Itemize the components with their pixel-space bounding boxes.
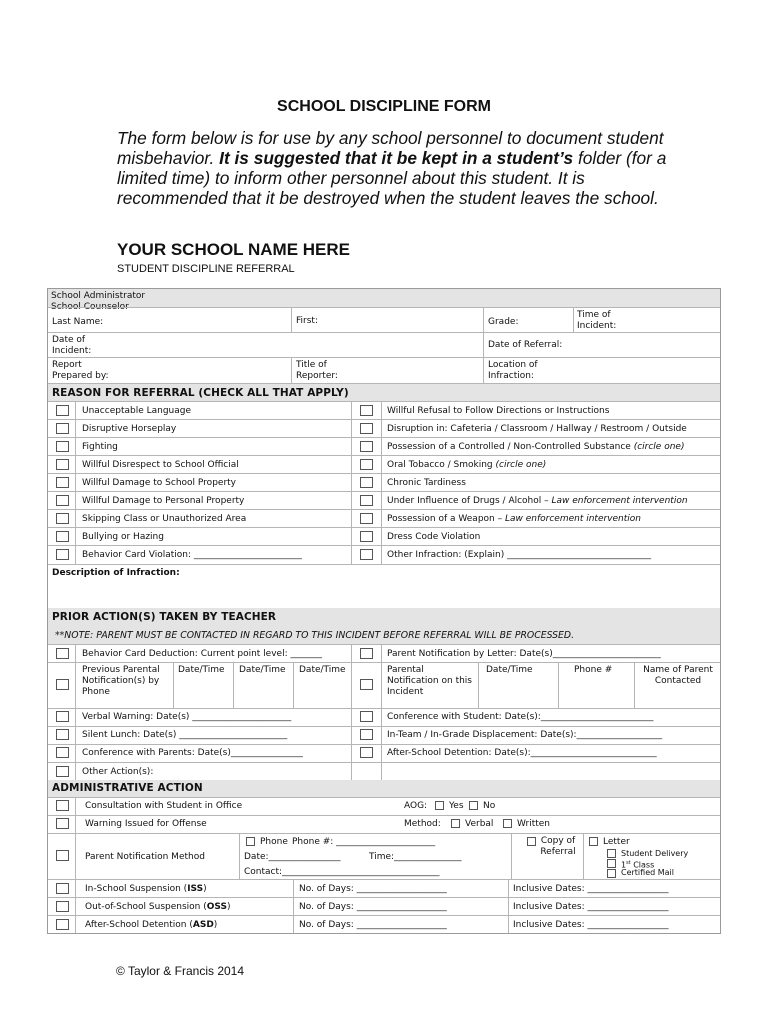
intro-text-1: The form below is for use by any school personnel to document student misbehavior. bbox=[117, 128, 664, 168]
consultation-label: Consultation with Student in Office bbox=[85, 801, 243, 811]
referral-form bbox=[47, 288, 721, 934]
school-administrator-label: School Administrator School Counselor bbox=[51, 291, 146, 312]
parent-incident-checkbox[interactable] bbox=[360, 679, 373, 690]
tardiness-checkbox[interactable] bbox=[360, 477, 373, 488]
page-title: SCHOOL DISCIPLINE FORM bbox=[277, 98, 491, 115]
intro-text-3: folder (for a limited time) to inform other personnel about this student. It is recommended that it be destroyed when the student leaves the school. bbox=[117, 148, 667, 208]
asd-dates-field[interactable]: Inclusive Dates: __________________ bbox=[513, 920, 669, 930]
method-written-label: Written bbox=[517, 819, 550, 829]
disrespect-checkbox[interactable] bbox=[56, 459, 69, 470]
letter-label: Letter bbox=[603, 837, 630, 847]
aog-no-label: No bbox=[483, 801, 496, 811]
conf-student-label: Conference with Student: Date(s):_________________________ bbox=[387, 712, 654, 722]
copy-referral-checkbox[interactable] bbox=[527, 837, 536, 846]
date-of-referral-label: Date of Referral: bbox=[488, 340, 563, 350]
letter-checkbox[interactable] bbox=[589, 837, 598, 846]
time-field[interactable]: Time:_______________ bbox=[369, 852, 462, 862]
iss-days-field[interactable]: No. of Days: ____________________ bbox=[299, 884, 447, 894]
other-infraction-checkbox[interactable] bbox=[360, 549, 373, 560]
copy-referral-label: Copy of Referral bbox=[540, 836, 576, 857]
after-school-label: After-School Detention: Date(s):____________________________ bbox=[387, 748, 657, 758]
card-deduction-label: Behavior Card Deduction: Current point level: _______ bbox=[82, 649, 322, 659]
form-subtitle: STUDENT DISCIPLINE REFERRAL bbox=[117, 263, 295, 275]
iss-checkbox[interactable] bbox=[56, 883, 69, 894]
date-time-header: Date/Time bbox=[239, 665, 286, 675]
method-written-checkbox[interactable] bbox=[503, 819, 512, 828]
weapon-checkbox[interactable] bbox=[360, 513, 373, 524]
iss-dates-field[interactable]: Inclusive Dates: __________________ bbox=[513, 884, 669, 894]
student-delivery-checkbox[interactable] bbox=[607, 849, 616, 858]
personal-property-checkbox[interactable] bbox=[56, 495, 69, 506]
date-time-header: Date/Time bbox=[486, 665, 533, 675]
iss-label: In-School Suspension (ISS) bbox=[85, 884, 207, 894]
phone-checkbox[interactable] bbox=[246, 837, 255, 846]
conf-parents-label: Conference with Parents: Date(s)________________ bbox=[82, 748, 303, 758]
contact-field[interactable]: Contact:___________________________________ bbox=[244, 867, 440, 877]
aog-no-checkbox[interactable] bbox=[469, 801, 478, 810]
admin-band bbox=[48, 289, 720, 312]
oss-dates-field[interactable]: Inclusive Dates: __________________ bbox=[513, 902, 669, 912]
date-time-header: Date/Time bbox=[299, 665, 346, 675]
date-field[interactable]: Date:________________ bbox=[244, 852, 341, 862]
oss-days-field[interactable]: No. of Days: ____________________ bbox=[299, 902, 447, 912]
unacceptable-language-checkbox[interactable] bbox=[56, 405, 69, 416]
other-action-label: Other Action(s): bbox=[82, 767, 154, 777]
time-of-incident-label: Time of Incident: bbox=[577, 310, 617, 331]
date-of-incident-label: Date of Incident: bbox=[52, 335, 92, 356]
disruptive-horseplay-checkbox[interactable] bbox=[56, 423, 69, 434]
parent-contact-note: **NOTE: PARENT MUST BE CONTACTED IN REGARD TO THIS INCIDENT BEFORE REFERRAL WILL BE PROCESSED. bbox=[55, 630, 575, 641]
conf-parents-checkbox[interactable] bbox=[56, 747, 69, 758]
aog-label: AOG: bbox=[404, 801, 428, 811]
admin-action-heading: ADMINISTRATIVE ACTION bbox=[52, 782, 203, 794]
prev-phone-label: Previous Parental Notification(s) by Phone bbox=[82, 665, 160, 697]
reason-item: Fighting bbox=[82, 442, 118, 452]
in-team-label: In-Team / In-Grade Displacement: Date(s):___________________ bbox=[387, 730, 663, 740]
card-deduction-checkbox[interactable] bbox=[56, 648, 69, 659]
asd-checkbox[interactable] bbox=[56, 919, 69, 930]
refusal-checkbox[interactable] bbox=[360, 405, 373, 416]
reason-item: Willful Disrespect to School Official bbox=[82, 460, 239, 470]
first-name-label: First: bbox=[296, 316, 318, 326]
dress-code-checkbox[interactable] bbox=[360, 531, 373, 542]
first-class-label: 1st Class bbox=[621, 860, 655, 870]
tobacco-checkbox[interactable] bbox=[360, 459, 373, 470]
method-label: Method: bbox=[404, 819, 441, 829]
reason-item: Disruption in: Cafeteria / Classroom / Hallway / Restroom / Outside bbox=[387, 424, 687, 434]
intro-paragraph bbox=[117, 128, 677, 208]
silent-lunch-label: Silent Lunch: Date(s) ________________________ bbox=[82, 730, 288, 740]
substance-checkbox[interactable] bbox=[360, 441, 373, 452]
reason-item: Dress Code Violation bbox=[387, 532, 481, 542]
in-team-checkbox[interactable] bbox=[360, 729, 373, 740]
skipping-class-checkbox[interactable] bbox=[56, 513, 69, 524]
reason-item: Chronic Tardiness bbox=[387, 478, 466, 488]
grade-label: Grade: bbox=[488, 317, 519, 327]
asd-label: After-School Detention (ASD) bbox=[85, 920, 218, 930]
school-name: YOUR SCHOOL NAME HERE bbox=[117, 240, 350, 259]
name-of-parent-header: Name of Parent Contacted bbox=[643, 665, 713, 686]
reason-item: Possession of a Weapon – Law enforcement intervention bbox=[387, 514, 641, 524]
behavior-card-checkbox[interactable] bbox=[56, 549, 69, 560]
oss-checkbox[interactable] bbox=[56, 901, 69, 912]
fighting-checkbox[interactable] bbox=[56, 441, 69, 452]
after-school-checkbox[interactable] bbox=[360, 747, 373, 758]
reason-item: Possession of a Controlled / Non-Controlled Substance (circle one) bbox=[387, 442, 685, 452]
reason-item: Disruptive Horseplay bbox=[82, 424, 177, 434]
parent-letter-checkbox[interactable] bbox=[360, 648, 373, 659]
copyright-footer: © Taylor & Francis 2014 bbox=[116, 964, 245, 978]
other-action-checkbox[interactable] bbox=[56, 766, 69, 777]
location-of-infraction-label: Location of Infraction: bbox=[488, 360, 538, 381]
prev-phone-checkbox[interactable] bbox=[56, 679, 69, 690]
title-of-reporter-label: Title of Reporter: bbox=[296, 360, 338, 381]
date-time-header: Date/Time bbox=[178, 665, 225, 675]
phone-label: Phone bbox=[260, 837, 288, 847]
oss-label: Out-of-School Suspension (OSS) bbox=[85, 902, 231, 912]
parent-method-label: Parent Notification Method bbox=[85, 852, 205, 862]
aog-yes-label: Yes bbox=[449, 801, 464, 811]
reason-item: Willful Refusal to Follow Directions or Instructions bbox=[387, 406, 610, 416]
consultation-checkbox[interactable] bbox=[56, 800, 69, 811]
asd-days-field[interactable]: No. of Days: ____________________ bbox=[299, 920, 447, 930]
report-prepared-by-label: Report Prepared by: bbox=[52, 360, 109, 381]
intro-text-2: It is suggested that it be kept in a student’s bbox=[219, 148, 574, 168]
aog-yes-checkbox[interactable] bbox=[435, 801, 444, 810]
verbal-warning-label: Verbal Warning: Date(s) ______________________ bbox=[82, 712, 292, 722]
bullying-checkbox[interactable] bbox=[56, 531, 69, 542]
last-name-label: Last Name: bbox=[52, 317, 104, 327]
reason-item: Bullying or Hazing bbox=[82, 532, 164, 542]
verbal-warning-checkbox[interactable] bbox=[56, 711, 69, 722]
student-delivery-label: Student Delivery bbox=[621, 849, 689, 858]
phone-number-field[interactable]: Phone #: ______________________ bbox=[292, 837, 436, 847]
prior-heading: PRIOR ACTION(S) TAKEN BY TEACHER bbox=[52, 611, 277, 623]
certified-mail-label: Certified Mail bbox=[621, 868, 674, 877]
parent-letter-label: Parent Notification by Letter: Date(s)________________________ bbox=[387, 649, 661, 659]
reason-item: Other Infraction: (Explain) ________________________________ bbox=[387, 550, 652, 560]
reason-item: Skipping Class or Unauthorized Area bbox=[82, 514, 247, 524]
warning-checkbox[interactable] bbox=[56, 818, 69, 829]
drugs-alcohol-checkbox[interactable] bbox=[360, 495, 373, 506]
reason-item: Willful Damage to School Property bbox=[82, 478, 236, 488]
parent-method-checkbox[interactable] bbox=[56, 850, 69, 861]
reason-item: Behavior Card Violation: ________________________ bbox=[82, 550, 302, 560]
description-label: Description of Infraction: bbox=[52, 568, 180, 578]
parent-incident-label: Parental Notification on this Incident bbox=[387, 665, 472, 697]
disruption-checkbox[interactable] bbox=[360, 423, 373, 434]
school-property-checkbox[interactable] bbox=[56, 477, 69, 488]
reason-item: Unacceptable Language bbox=[82, 406, 192, 416]
reason-heading: REASON FOR REFERRAL (CHECK ALL THAT APPLY) bbox=[52, 387, 349, 399]
reason-item: Under Influence of Drugs / Alcohol – Law enforcement intervention bbox=[387, 496, 688, 506]
method-verbal-checkbox[interactable] bbox=[451, 819, 460, 828]
conf-student-checkbox[interactable] bbox=[360, 711, 373, 722]
certified-mail-checkbox[interactable] bbox=[607, 869, 616, 878]
reason-item: Oral Tobacco / Smoking (circle one) bbox=[387, 460, 547, 470]
warning-label: Warning Issued for Offense bbox=[85, 819, 207, 829]
silent-lunch-checkbox[interactable] bbox=[56, 729, 69, 740]
method-verbal-label: Verbal bbox=[465, 819, 494, 829]
reason-item: Willful Damage to Personal Property bbox=[82, 496, 245, 506]
first-class-checkbox[interactable] bbox=[607, 859, 616, 868]
phone-header: Phone # bbox=[574, 665, 613, 675]
